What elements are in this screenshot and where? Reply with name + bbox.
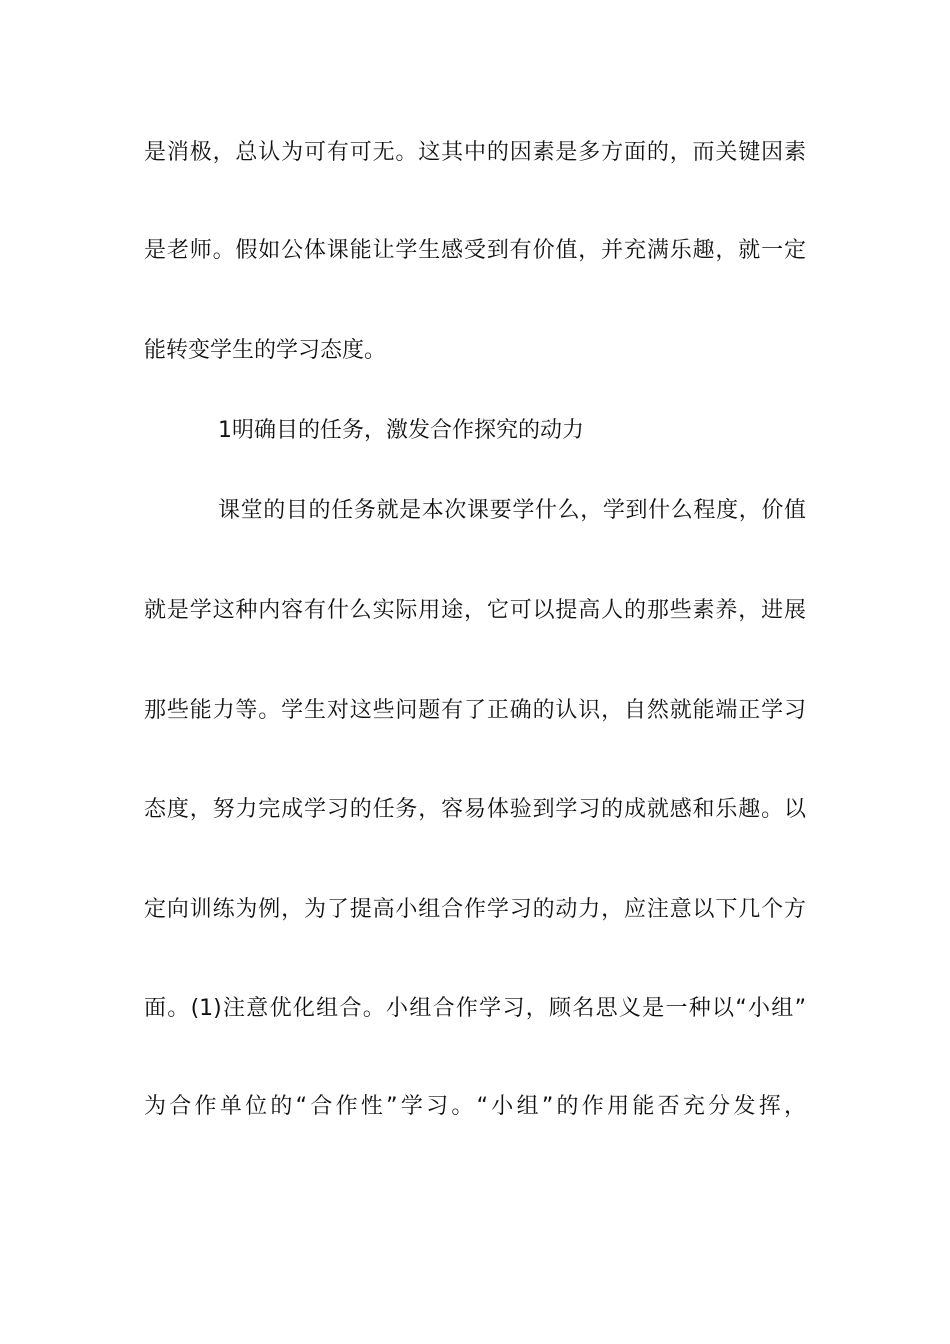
- paragraph-line: 那些能力等。学生对这些问题有了正确的认识，自然就能端正学习: [144, 698, 806, 723]
- paragraph-line: 面。(1)注意优化组合。小组合作学习，顾名思义是一种以“小组”: [144, 996, 806, 1021]
- paragraph-line: 能转变学生的学习态度。: [144, 338, 387, 363]
- paragraph-line: 就是学这种内容有什么实际用途，它可以提高人的那些素养，进展: [144, 598, 806, 623]
- paragraph-line: 课堂的目的任务就是本次课要学什么，学到什么程度，价值: [218, 498, 806, 523]
- paragraph-line: 为合作单位的“合作性”学习。“小组”的作用能否充分发挥，: [144, 1094, 806, 1119]
- section-heading: 1明确目的任务，激发合作探究的动力: [218, 418, 584, 443]
- paragraph-line: 是老师。假如公体课能让学生感受到有价值，并充满乐趣，就一定: [144, 238, 806, 263]
- paragraph-line: 是消极，总认为可有可无。这其中的因素是多方面的，而关键因素: [144, 140, 806, 165]
- paragraph-line: 定向训练为例，为了提高小组合作学习的动力，应注意以下几个方: [144, 897, 806, 922]
- paragraph-line: 态度，努力完成学习的任务，容易体验到学习的成就感和乐趣。以: [144, 797, 806, 822]
